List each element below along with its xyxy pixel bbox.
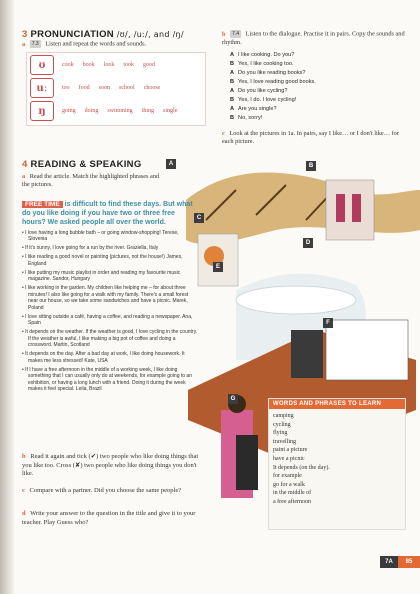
line-text: Yes, I do. I love cycling! — [238, 97, 297, 103]
line-text: Do you like reading books? — [238, 70, 306, 76]
sound-word: look — [103, 62, 115, 68]
exercise-letter: c — [222, 130, 225, 137]
sound-word: going — [62, 108, 76, 114]
exercise-4c — [22, 487, 202, 496]
dialogue-line — [230, 52, 294, 60]
panel-title: WORDS AND PHRASES TO LEARN — [269, 399, 405, 409]
vocab-item: for example — [273, 473, 302, 480]
sound-word: choose — [143, 85, 161, 91]
exercise-instruction: Listen to the dialogue. Practise it in pairs. Copy the sounds and rhythm. — [222, 30, 405, 46]
page-number: 85 — [398, 556, 420, 568]
audio-track-badge[interactable]: 7.4 — [232, 31, 240, 37]
picture-label: B — [306, 161, 316, 171]
sound-word: swimming — [107, 108, 133, 114]
picture-label: E — [213, 262, 223, 272]
vocab-item: paint a picture — [273, 447, 308, 454]
sound-row-2 — [30, 78, 200, 98]
sound-symbol: uː — [30, 78, 54, 98]
sound-word: cook — [62, 62, 74, 68]
sound-symbol: ʊ — [30, 55, 54, 75]
section-title-text: READING & SPEAKING — [30, 159, 142, 170]
window-shop-picture — [326, 180, 374, 240]
exercise-instruction: Read it again and tick (✔) two people who like doing things that you like too. Cross (✘) two people who like doing things you don't like. — [22, 453, 199, 477]
crossword-picture — [326, 320, 408, 380]
line-text: Are you single? — [238, 106, 277, 112]
speaker: A — [230, 88, 235, 94]
sounds-title: /ʊ/, /uː/, and /ŋ/ — [113, 30, 184, 39]
article-item: • I love having a long bubble bath – or going window-shopping! Terese, Slovenia — [22, 229, 179, 242]
speaker: A — [230, 70, 235, 76]
sound-word: soon — [98, 85, 111, 91]
coffee-pot — [291, 330, 323, 378]
section-4-title — [22, 159, 142, 170]
sound-symbol: ŋ — [30, 101, 54, 121]
vocab-item: cycling — [273, 421, 291, 428]
exercise-letter: b — [222, 30, 226, 38]
vocab-item: in the middle of — [273, 490, 312, 497]
exercise-instruction: Write your answer to the question in the title and give it to your teacher. Play Guess who? — [22, 510, 196, 526]
exercise-letter: b — [22, 453, 26, 460]
exercise-instruction: Look at the pictures in 1a. In pairs, say I like… or I don't like… for each picture. — [222, 130, 399, 146]
dialogue-line — [230, 61, 294, 69]
sound-word: food — [78, 85, 90, 91]
article-headline — [22, 200, 198, 227]
picture-label: D — [303, 238, 313, 248]
words-and-phrases-panel — [268, 398, 406, 530]
article-item: • It depends on the weather. If the weather is good, I love cycling in the country. If the weather is awful, I like making a big pot of coffee and doing a crossword. Martin, Scotland — [22, 329, 198, 348]
sound-row-1 — [30, 55, 200, 75]
page-binding-shadow — [0, 0, 14, 594]
picture-label: F — [323, 318, 333, 328]
article-item: • If I have a free afternoon in the middle of a working week, I like doing something that I can usually only do at weekends, for example going to an exhibition, or having a long lunch with a friend. Doing it during the week makes it feel special. Leila, Brazil — [22, 366, 192, 392]
vocab-item: have a picnic — [273, 455, 305, 462]
exercise-3c — [222, 130, 408, 147]
exercise-instruction: Compare with a partner. Did you choose the same people? — [29, 487, 182, 494]
sound-word: book — [82, 62, 95, 68]
sound-word: thing — [141, 108, 155, 114]
picture-label: A — [166, 159, 176, 169]
section-number: 4 — [22, 159, 28, 170]
sound-word: took — [123, 62, 135, 68]
line-text: Do you like cycling? — [238, 88, 288, 94]
headline-text: is difficult to find these days. But what do you like doing if you have two or three free hours? We asked people all over the world. — [22, 201, 193, 226]
exercise-3a — [22, 40, 212, 49]
exercise-4b — [22, 453, 202, 479]
speaker: B — [230, 115, 235, 121]
article-item: • If it's sunny, I love going for a run by the river. Graziella, Italy — [22, 245, 159, 251]
line-text: No, sorry! — [238, 115, 263, 121]
line-text: Yes, I like cooking too. — [238, 61, 294, 67]
exercise-letter: a — [22, 40, 26, 48]
vocab-item: camping — [273, 413, 294, 419]
exercise-4d — [22, 510, 202, 527]
dialogue-line — [230, 70, 306, 78]
article-item: • I like putting my music playlist in order and reading my favourite music magazine. Sandor, Hungary — [22, 269, 181, 282]
speaker: B — [230, 97, 235, 103]
exercise-3b — [222, 30, 408, 47]
speaker: B — [230, 61, 235, 67]
exercise-4a — [22, 173, 162, 190]
vocab-item: travelling — [273, 438, 296, 445]
exercise-instruction: Read the article. Match the highlighted phrases and the pictures. — [22, 173, 160, 189]
sound-word: too — [62, 85, 70, 91]
section-title-text: PRONUNCIATION — [30, 29, 114, 40]
speaker: A — [230, 106, 235, 112]
exercise-letter: d — [22, 510, 26, 517]
article-item: • I like reading a good novel or painting (pictures, not the house!) James, England — [22, 254, 183, 267]
sound-word: school — [119, 85, 135, 91]
audio-track-badge[interactable]: 7.3 — [31, 41, 39, 47]
exercise-letter: a — [22, 173, 26, 180]
article-item: • I like working in the garden. My children like helping me – for about three minutes! I also like going for a walk with my family. There's a small forest near our house, so we take some sandwiches and have a picnic. Marek, Poland — [22, 285, 189, 311]
dialogue-line — [230, 115, 262, 123]
dialogue-line — [230, 79, 316, 87]
vocab-item: go for a walk — [273, 481, 305, 488]
article-tag: FREE TIME — [22, 201, 63, 208]
section-3-title — [22, 29, 184, 40]
article-item: • I love sitting outside a café, having a coffee, and reading a newspaper. Ana, Spain — [22, 313, 193, 326]
sound-row-3 — [30, 101, 200, 121]
speaker: A — [230, 52, 235, 58]
dialogue-line — [230, 88, 287, 96]
sound-word: single — [163, 108, 178, 114]
article — [22, 200, 198, 393]
sound-word: good — [143, 62, 156, 68]
exercise-letter: c — [22, 487, 25, 494]
dialogue-line — [230, 97, 296, 105]
section-number: 3 — [22, 29, 28, 40]
vocab-item: It depends (on the day). — [273, 464, 330, 471]
vocab-item: a free afternoon — [273, 498, 311, 505]
dialogue-line — [230, 106, 277, 114]
sculpture — [236, 435, 258, 490]
exercise-instruction: Listen and repeat the words and sounds. — [45, 40, 147, 48]
unit-tag: 7A — [380, 556, 398, 568]
tree-canopy — [186, 173, 420, 245]
picture-label: C — [194, 213, 204, 223]
speaker: B — [230, 79, 235, 85]
sound-word: doing — [84, 108, 99, 114]
line-text: Yes, I love reading good books. — [238, 79, 316, 85]
article-item: • It depends on the day. After a bad day at work, I like doing housework. It makes me less stressed! Kate, USA — [22, 351, 185, 364]
line-text: I like cooking. Do you? — [238, 52, 295, 58]
vocab-item: flying — [273, 430, 288, 437]
picture-label: G — [228, 394, 238, 404]
